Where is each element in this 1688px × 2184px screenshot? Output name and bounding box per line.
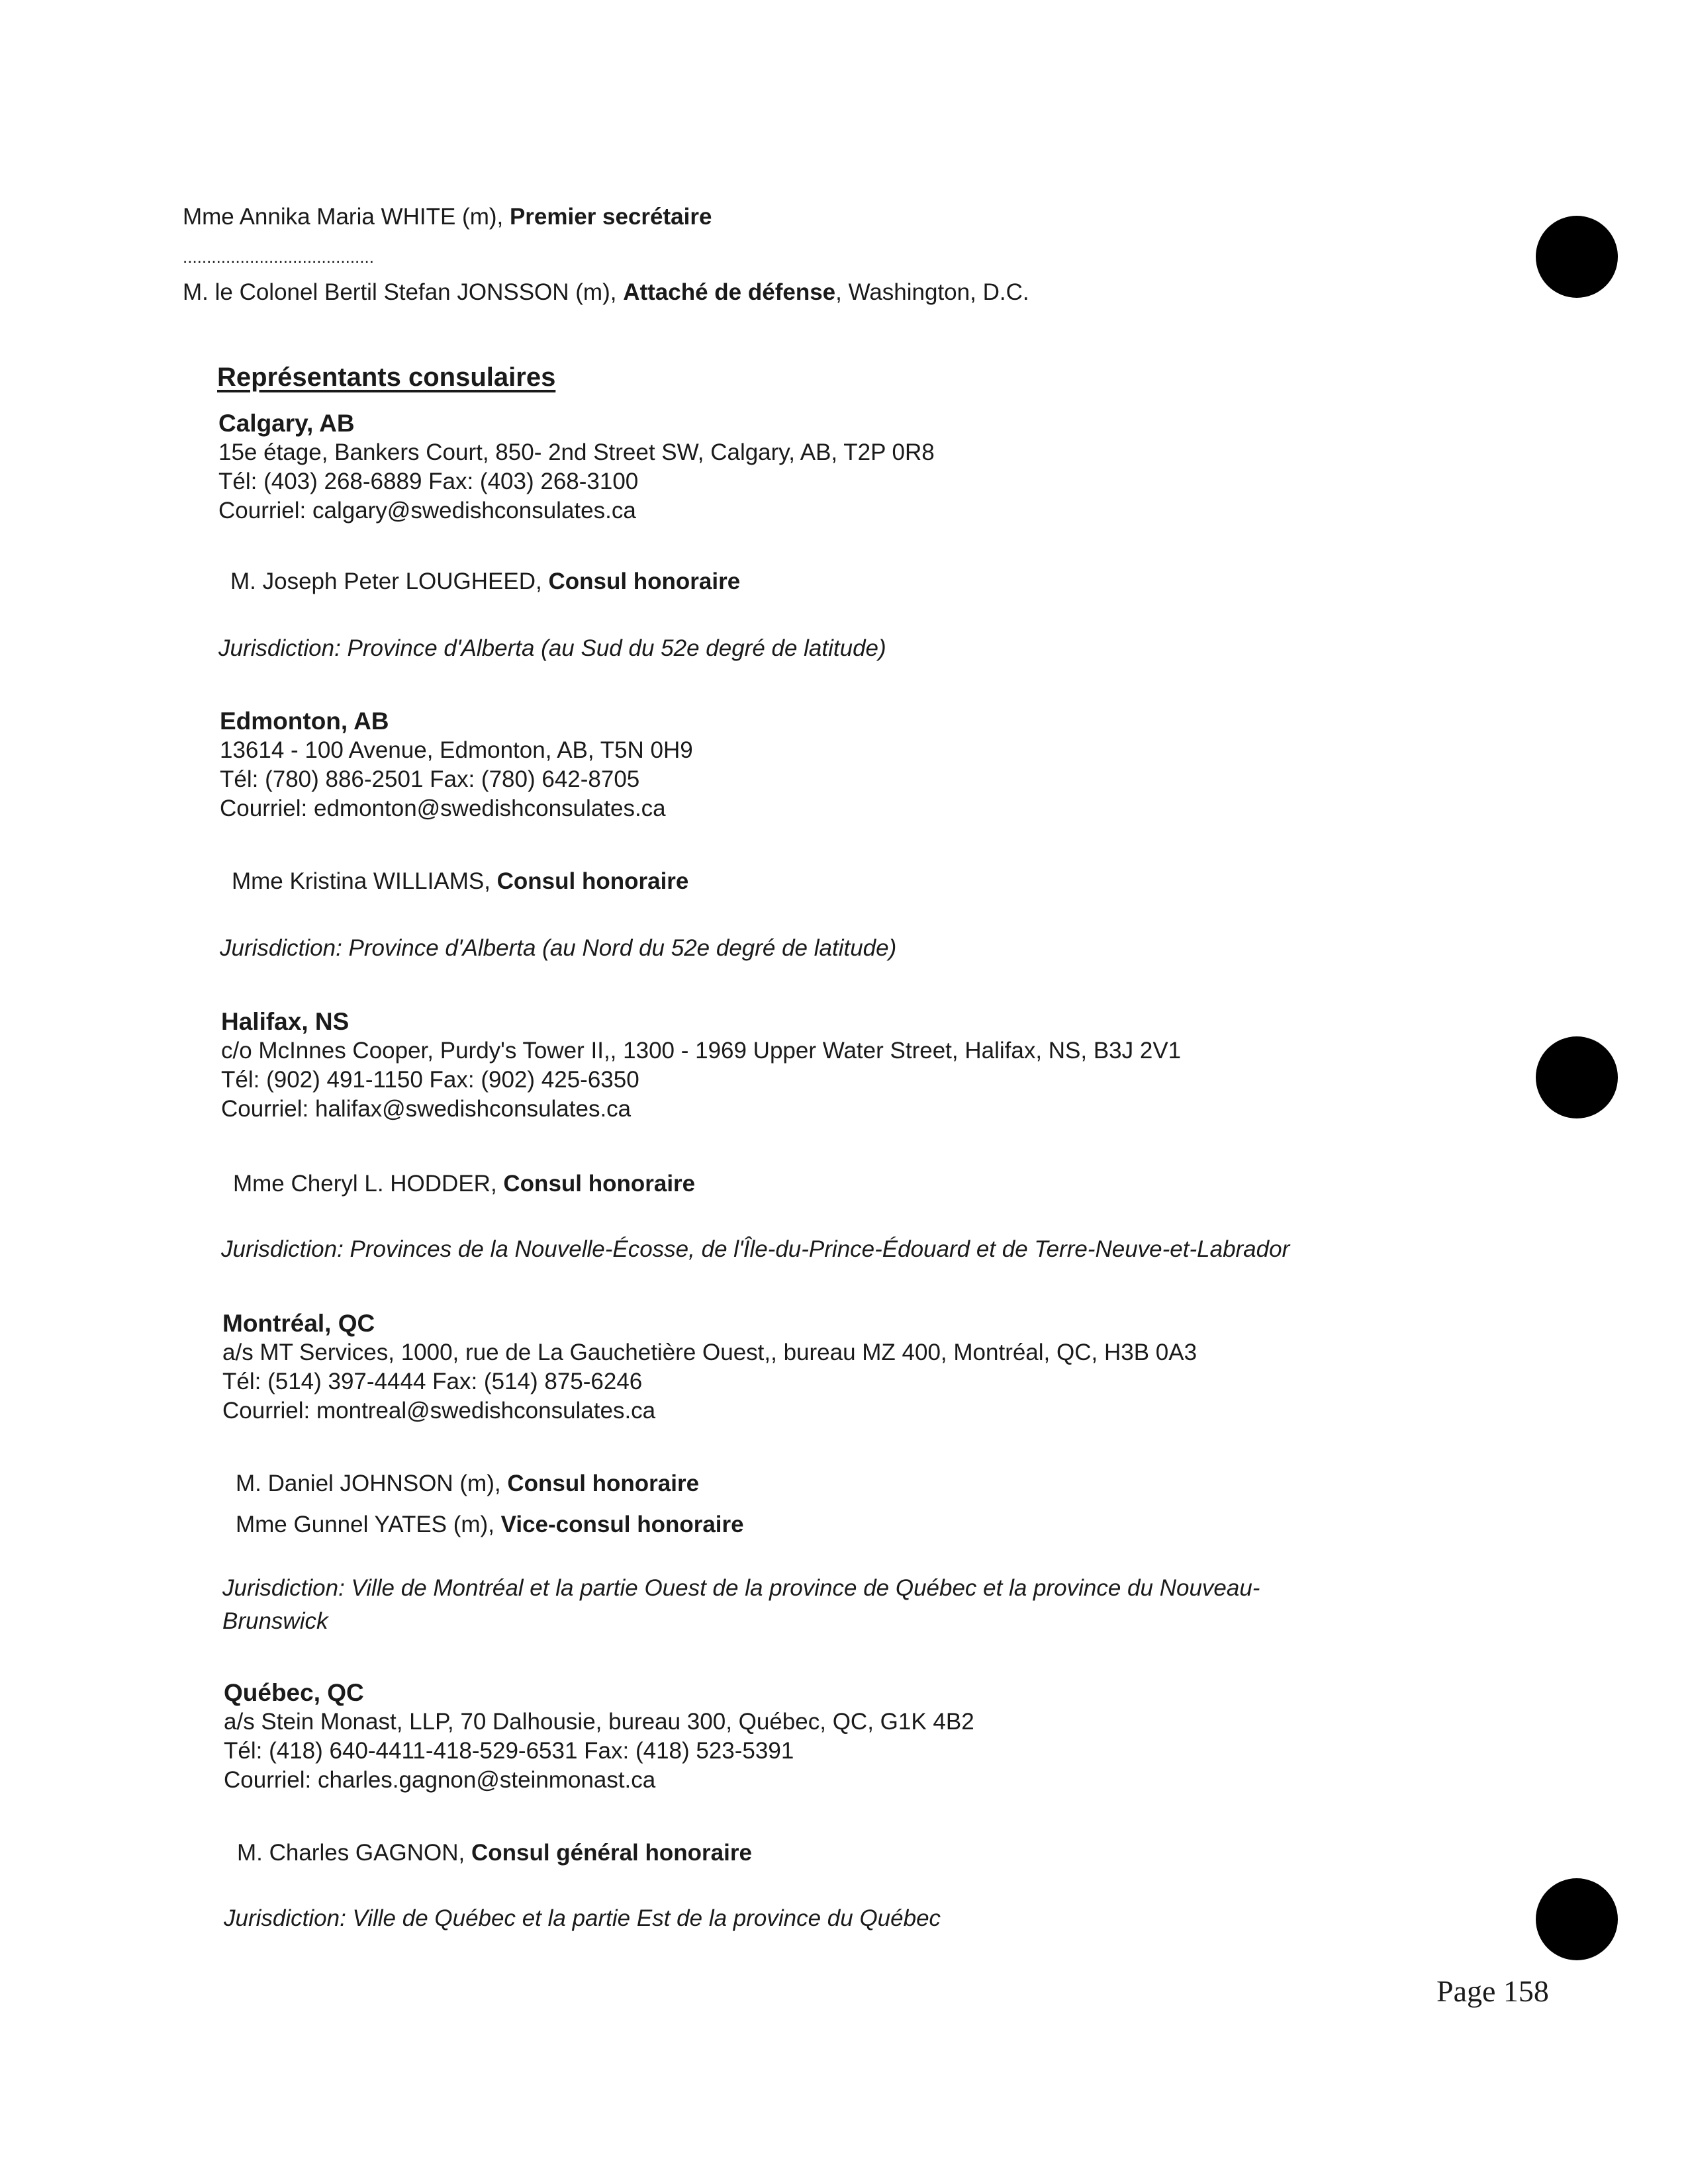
consulate-email: Courriel: calgary@swedishconsulates.ca bbox=[218, 498, 636, 523]
consulate-phone: Tél: (403) 268-6889 Fax: (403) 268-3100 bbox=[218, 469, 639, 494]
consulate-quebec bbox=[224, 1678, 974, 1795]
consulate-city: Halifax, NS bbox=[221, 1008, 350, 1035]
consulate-jurisdiction: Jurisdiction: Ville de Québec et la partie Est de la province du Québec bbox=[224, 1905, 941, 1931]
consulate-city: Edmonton, AB bbox=[220, 707, 389, 735]
consulate-calgary bbox=[218, 409, 935, 525]
consul-person: M. Joseph Peter LOUGHEED, Consul honoraire bbox=[230, 569, 741, 594]
consulate-jurisdiction-cont: Brunswick bbox=[222, 1608, 328, 1634]
staff-name: M. le Colonel Bertil Stefan JONSSON (m), bbox=[183, 279, 624, 305]
consulate-email: Courriel: halifax@swedishconsulates.ca bbox=[221, 1096, 632, 1122]
consulate-phone: Tél: (418) 640-4411-418-529-6531 Fax: (418) 523-5391 bbox=[224, 1738, 794, 1764]
consulate-city: Québec, QC bbox=[224, 1679, 364, 1706]
consul-person: M. Daniel JOHNSON (m), Consul honoraire bbox=[236, 1471, 700, 1496]
dotted-separator: ........................................ bbox=[183, 247, 374, 267]
consulate-email: Courriel: montreal@swedishconsulates.ca bbox=[222, 1398, 656, 1424]
consulate-edmonton bbox=[220, 707, 693, 823]
consul-person: M. Charles GAGNON, Consul général honoraire bbox=[237, 1840, 752, 1866]
consulate-email: Courriel: edmonton@swedishconsulates.ca bbox=[220, 796, 666, 821]
consulate-jurisdiction: Jurisdiction: Ville de Montréal et la partie Ouest de la province de Québec et la province du Nouveau- bbox=[222, 1575, 1260, 1601]
punch-hole bbox=[1536, 216, 1618, 298]
consulate-city: Montréal, QC bbox=[222, 1310, 375, 1337]
consulate-halifax bbox=[221, 1007, 1181, 1124]
consul-person: Mme Cheryl L. HODDER, Consul honoraire bbox=[233, 1171, 696, 1197]
consul-person: Mme Kristina WILLIAMS, Consul honoraire bbox=[232, 868, 689, 894]
staff-title: Premier secrétaire bbox=[509, 204, 712, 230]
consulate-address: 15e étage, Bankers Court, 850- 2nd Street SW, Calgary, AB, T2P 0R8 bbox=[218, 439, 935, 465]
consulate-email: Courriel: charles.gagnon@steinmonast.ca bbox=[224, 1767, 656, 1793]
consulate-address: 13614 - 100 Avenue, Edmonton, AB, T5N 0H9 bbox=[220, 737, 693, 763]
consulate-jurisdiction: Jurisdiction: Provinces de la Nouvelle-Écosse, de l'Île-du-Prince-Édouard et de Terre-Neuve-et-Labrador bbox=[221, 1236, 1290, 1262]
staff-line-jonsson bbox=[183, 278, 1029, 307]
consulate-phone: Tél: (902) 491-1150 Fax: (902) 425-6350 bbox=[221, 1067, 639, 1093]
punch-hole bbox=[1536, 1036, 1618, 1118]
consulate-address: a/s MT Services, 1000, rue de La Gauchetière Ouest,, bureau MZ 400, Montréal, QC, H3B 0A3 bbox=[222, 1340, 1197, 1365]
consulate-address: a/s Stein Monast, LLP, 70 Dalhousie, bureau 300, Québec, QC, G1K 4B2 bbox=[224, 1709, 974, 1735]
page-number: Page 158 bbox=[1436, 1974, 1549, 2008]
punch-hole bbox=[1536, 1878, 1618, 1960]
consulate-jurisdiction: Jurisdiction: Province d'Alberta (au Sud du 52e degré de latitude) bbox=[218, 635, 886, 661]
section-heading: Représentants consulaires bbox=[217, 363, 556, 392]
consulate-jurisdiction: Jurisdiction: Province d'Alberta (au Nord du 52e degré de latitude) bbox=[220, 935, 897, 961]
staff-title: Attaché de défense bbox=[623, 279, 836, 305]
staff-name: Mme Annika Maria WHITE (m), bbox=[183, 204, 510, 230]
staff-line-white bbox=[183, 203, 712, 232]
consul-person: Mme Gunnel YATES (m), Vice-consul honoraire bbox=[236, 1512, 744, 1537]
consulate-phone: Tél: (780) 886-2501 Fax: (780) 642-8705 bbox=[220, 766, 640, 792]
consulate-montreal bbox=[222, 1309, 1197, 1426]
consulate-address: c/o McInnes Cooper, Purdy's Tower II,, 1300 - 1969 Upper Water Street, Halifax, NS, B3J 2V1 bbox=[221, 1038, 1182, 1064]
consulate-phone: Tél: (514) 397-4444 Fax: (514) 875-6246 bbox=[222, 1369, 643, 1394]
consulate-city: Calgary, AB bbox=[218, 410, 355, 437]
staff-location: , Washington, D.C. bbox=[835, 279, 1029, 305]
